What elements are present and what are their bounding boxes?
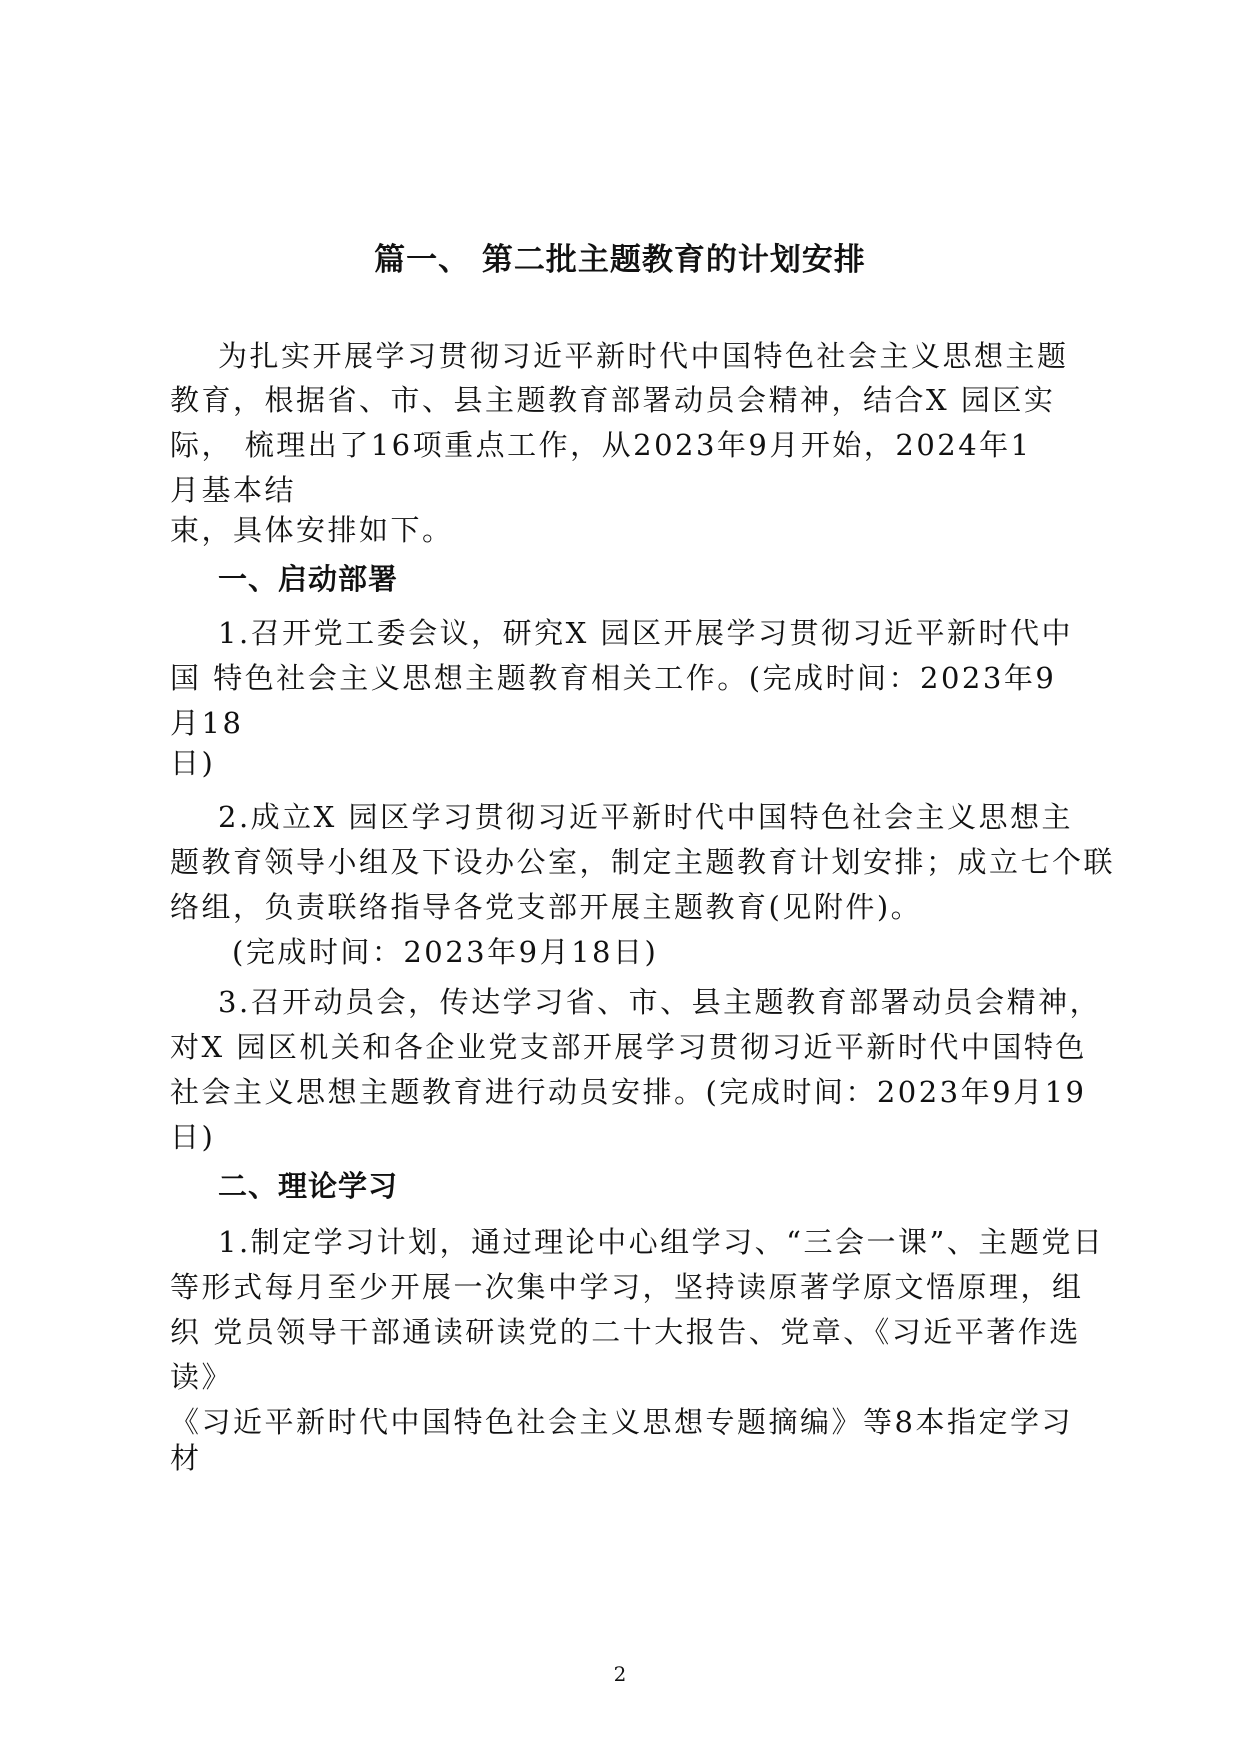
section1-item1-line-3: 月18 [170,706,244,740]
section2-heading: 二、理论学习 [218,1169,399,1203]
section1-item1-line-1: 1.召开党工委会议，研究X 园区开展学习贯彻习近平新时代中 [218,616,1074,650]
section2-item1-line-2: 等形式每月至少开展一次集中学习，坚持读原著学原文悟原理，组 [170,1270,1084,1304]
intro-line-3: 际， 梳理出了16项重点工作，从2023年9月开始，2024年1 [170,428,1032,462]
section1-item3-line-2: 对X 园区机关和各企业党支部开展学习贯彻习近平新时代中国特色 [170,1030,1087,1064]
section1-item2-line-2: 题教育领导小组及下设办公室，制定主题教育计划安排；成立七个联 [170,845,1116,879]
section2-item1-line-4: 读》 [170,1360,234,1394]
section1-item1-line-2: 国 特色社会主义思想主题教育相关工作。(完成时间：2023年9 [170,661,1057,695]
section1-item2-line-3: 络组，负责联络指导各党支部开展主题教育(见附件)。 [170,890,923,924]
intro-line-5: 束，具体安排如下。 [170,513,454,547]
document-title: 篇一、 第二批主题教育的计划安排 [374,242,866,278]
intro-line-2: 教育，根据省、市、县主题教育部署动员会精神，结合X 园区实 [170,383,1056,417]
intro-line-1: 为扎实开展学习贯彻习近平新时代中国特色社会主义思想主题 [218,339,1069,373]
section2-item1-line-3: 织 党员领导干部通读研读党的二十大报告、党章、《习近平著作选 [170,1315,1081,1349]
section2-item1-line-6: 材 [170,1441,202,1475]
page-number: 2 [613,1662,627,1686]
section1-item3-line-3: 社会主义思想主题教育进行动员安排。(完成时间：2023年9月19 [170,1075,1087,1109]
section2-item1-line-5: 《习近平新时代中国特色社会主义思想专题摘编》等8本指定学习 [170,1405,1073,1439]
intro-line-4: 月基本结 [170,473,297,507]
section1-item1-line-4: 日) [170,746,216,780]
section2-item1-line-1: 1.制定学习计划，通过理论中心组学习、“三会一课”、主题党日 [218,1225,1105,1259]
section1-item2-line-1: 2.成立X 园区学习贯彻习近平新时代中国特色社会主义思想主 [218,800,1074,834]
section1-item3-line-1: 3.召开动员会，传达学习省、市、县主题教育部署动员会精神， [218,985,1102,1019]
section1-item3-line-4: 日) [170,1120,216,1154]
section1-item2-line-4: (完成时间：2023年9月18日) [232,935,659,969]
section1-heading: 一、启动部署 [218,562,399,596]
